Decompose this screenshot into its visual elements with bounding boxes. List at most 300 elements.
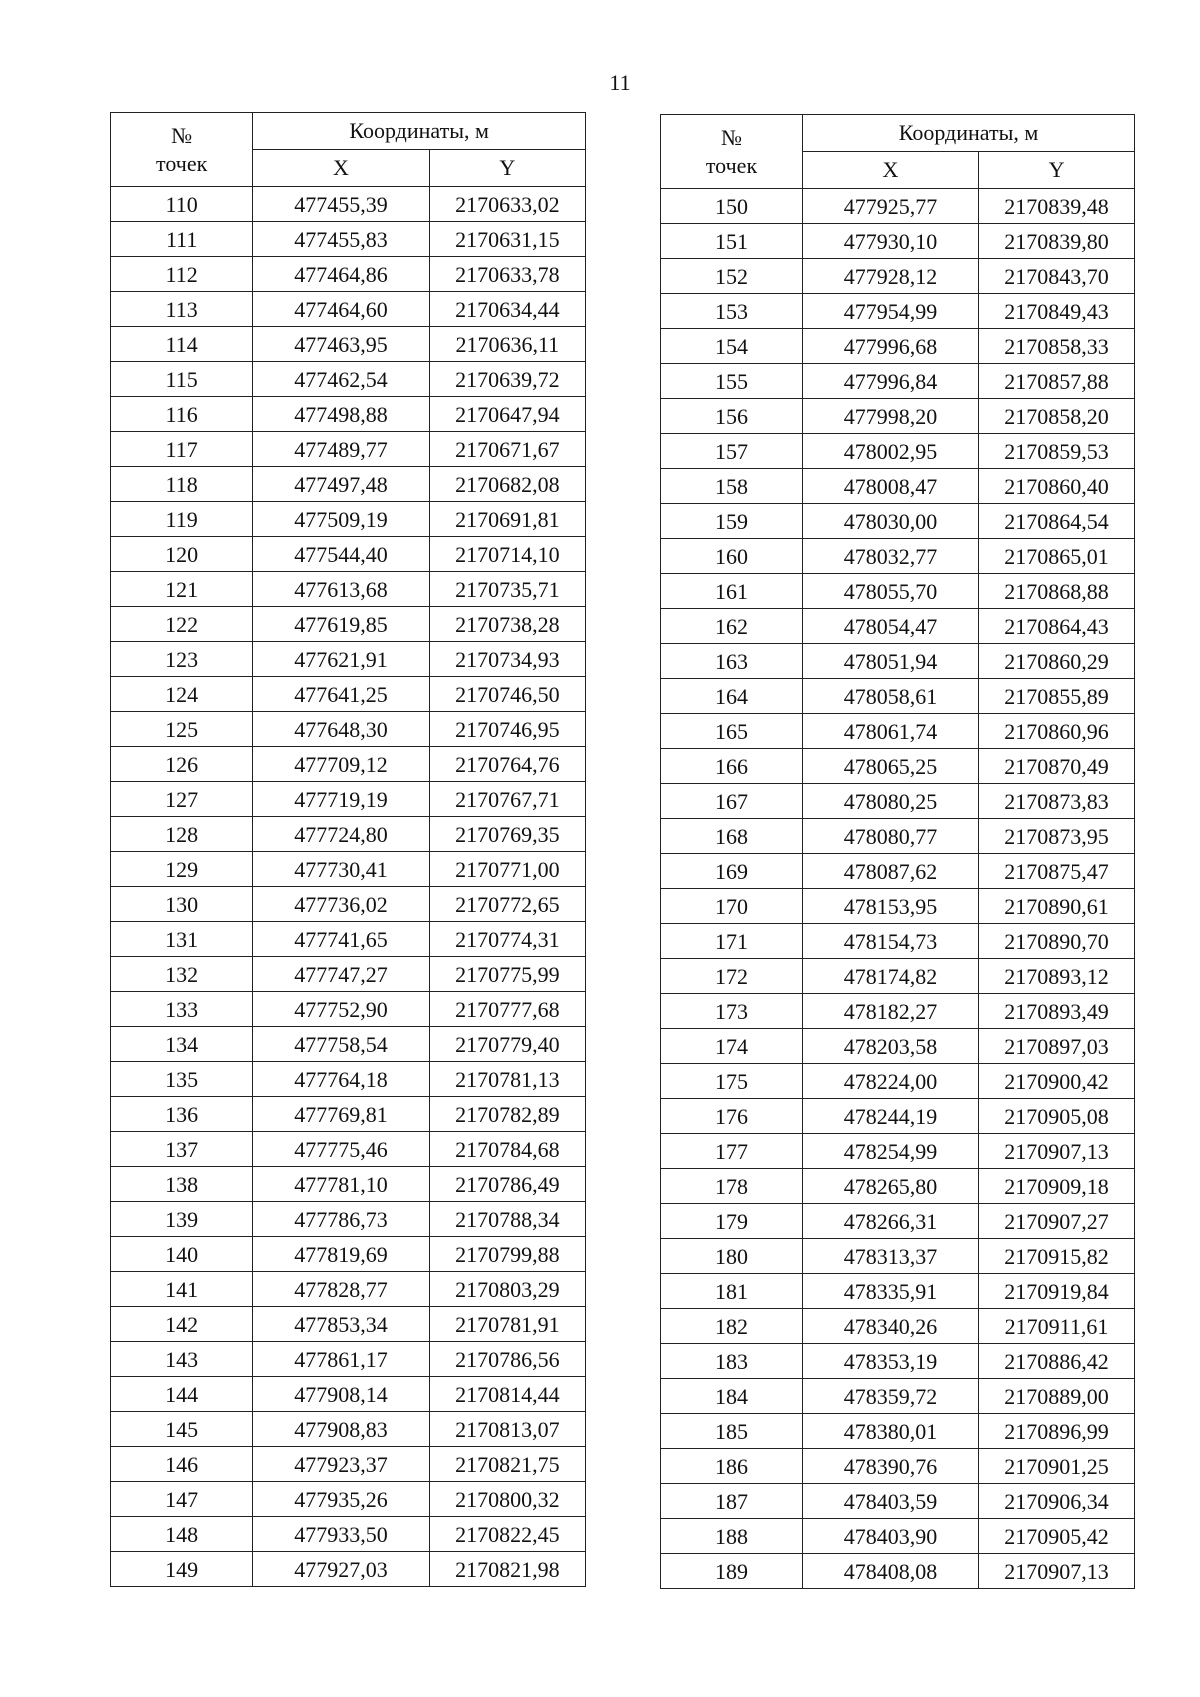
x-coordinate-cell: 478244,19: [803, 1099, 979, 1134]
table-row: [661, 1169, 1135, 1204]
y-coordinate-cell: 2170870,49: [979, 749, 1135, 784]
y-coordinate-cell: 2170803,29: [429, 1272, 585, 1307]
x-coordinate-cell: 478359,72: [803, 1379, 979, 1414]
table-row: [111, 852, 586, 887]
table-row: [111, 992, 586, 1027]
x-coordinate-cell: 478313,37: [803, 1239, 979, 1274]
point-number-cell: 135: [111, 1062, 253, 1097]
x-coordinate-cell: 477930,10: [803, 224, 979, 259]
x-coordinate-cell: 477928,12: [803, 259, 979, 294]
x-coordinate-cell: 478266,31: [803, 1204, 979, 1239]
y-coordinate-cell: 2170814,44: [429, 1377, 585, 1412]
point-number-cell: 120: [111, 537, 253, 572]
table-row: [111, 572, 586, 607]
x-coordinate-cell: 477819,69: [253, 1237, 429, 1272]
y-coordinate-cell: 2170890,61: [979, 889, 1135, 924]
y-coordinate-cell: 2170875,47: [979, 854, 1135, 889]
x-coordinate-cell: 478335,91: [803, 1274, 979, 1309]
x-coordinate-cell: 477786,73: [253, 1202, 429, 1237]
x-coordinate-cell: 478174,82: [803, 959, 979, 994]
table-row: [661, 609, 1135, 644]
y-coordinate-cell: 2170893,49: [979, 994, 1135, 1029]
point-number-cell: 116: [111, 397, 253, 432]
point-number-cell: 166: [661, 749, 803, 784]
x-coordinate-cell: 477613,68: [253, 572, 429, 607]
x-coordinate-cell: 478032,77: [803, 539, 979, 574]
table-row: [111, 1412, 586, 1447]
point-number-cell: 146: [111, 1447, 253, 1482]
table-row: [111, 257, 586, 292]
table-row: [111, 1167, 586, 1202]
points-label: точек: [705, 152, 758, 178]
point-number-cell: 169: [661, 854, 803, 889]
y-coordinate-cell: 2170788,34: [429, 1202, 585, 1237]
point-number-cell: 114: [111, 327, 253, 362]
table-row: [661, 889, 1135, 924]
point-number-cell: 184: [661, 1379, 803, 1414]
point-number-cell: 160: [661, 539, 803, 574]
y-coordinate-cell: 2170911,61: [979, 1309, 1135, 1344]
point-number-cell: 150: [661, 189, 803, 224]
x-coordinate-cell: 477497,48: [253, 467, 429, 502]
y-coordinate-cell: 2170821,75: [429, 1447, 585, 1482]
point-number-cell: 186: [661, 1449, 803, 1484]
table-row: [661, 1134, 1135, 1169]
x-coordinate-cell: 477853,34: [253, 1307, 429, 1342]
table-row: [661, 1449, 1135, 1484]
table-row: [111, 747, 586, 782]
x-coordinate-cell: 477996,68: [803, 329, 979, 364]
table-row: [111, 922, 586, 957]
table-row: [111, 222, 586, 257]
point-number-cell: 180: [661, 1239, 803, 1274]
y-coordinate-cell: 2170746,50: [429, 677, 585, 712]
point-number-header: [661, 115, 803, 189]
point-number-cell: 183: [661, 1344, 803, 1379]
point-number-cell: 149: [111, 1552, 253, 1587]
table-row: [111, 677, 586, 712]
y-coordinate-cell: 2170784,68: [429, 1132, 585, 1167]
point-number-cell: 173: [661, 994, 803, 1029]
point-number-cell: 176: [661, 1099, 803, 1134]
table-row: [111, 1447, 586, 1482]
point-number-cell: 164: [661, 679, 803, 714]
table-row: [111, 607, 586, 642]
table-row: [111, 432, 586, 467]
y-coordinate-cell: 2170890,70: [979, 924, 1135, 959]
x-coordinate-cell: 477641,25: [253, 677, 429, 712]
point-number-cell: 140: [111, 1237, 253, 1272]
y-coordinate-cell: 2170631,15: [429, 222, 585, 257]
table-row: [111, 292, 586, 327]
point-number-cell: 154: [661, 329, 803, 364]
y-coordinate-cell: 2170860,29: [979, 644, 1135, 679]
point-number-cell: 145: [111, 1412, 253, 1447]
table-row: [661, 1414, 1135, 1449]
x-coordinate-cell: 477462,54: [253, 362, 429, 397]
point-number-cell: 129: [111, 852, 253, 887]
table-row: [661, 399, 1135, 434]
table-row: [661, 504, 1135, 539]
table-row: [111, 1552, 586, 1587]
y-header: Y: [429, 150, 585, 187]
x-coordinate-cell: 477828,77: [253, 1272, 429, 1307]
y-coordinate-cell: 2170860,96: [979, 714, 1135, 749]
number-sign: №: [721, 124, 742, 150]
x-coordinate-cell: 477775,46: [253, 1132, 429, 1167]
point-number-cell: 122: [111, 607, 253, 642]
x-coordinate-cell: 477927,03: [253, 1552, 429, 1587]
y-coordinate-cell: 2170849,43: [979, 294, 1135, 329]
table-row: [111, 782, 586, 817]
y-coordinate-cell: 2170734,93: [429, 642, 585, 677]
x-coordinate-cell: 478203,58: [803, 1029, 979, 1064]
point-number-cell: 125: [111, 712, 253, 747]
table-row: [661, 1344, 1135, 1379]
point-number-cell: 181: [661, 1274, 803, 1309]
point-number-cell: 163: [661, 644, 803, 679]
x-coordinate-cell: 477736,02: [253, 887, 429, 922]
x-coordinate-cell: 478054,47: [803, 609, 979, 644]
table-row: [661, 1484, 1135, 1519]
x-coordinate-cell: 478030,00: [803, 504, 979, 539]
x-coordinate-cell: 477455,39: [253, 187, 429, 222]
table-row: [111, 1097, 586, 1132]
table-row: [111, 957, 586, 992]
point-number-cell: 131: [111, 922, 253, 957]
y-coordinate-cell: 2170647,94: [429, 397, 585, 432]
table-row: [661, 539, 1135, 574]
table-row: [661, 434, 1135, 469]
y-coordinate-cell: 2170873,83: [979, 784, 1135, 819]
table-row: [111, 1202, 586, 1237]
table-row: [111, 642, 586, 677]
y-coordinate-cell: 2170873,95: [979, 819, 1135, 854]
points-label: точек: [156, 150, 208, 176]
point-number-cell: 158: [661, 469, 803, 504]
y-coordinate-cell: 2170633,78: [429, 257, 585, 292]
point-number-cell: 144: [111, 1377, 253, 1412]
x-coordinate-cell: 478153,95: [803, 889, 979, 924]
point-number-cell: 128: [111, 817, 253, 852]
point-number-cell: 130: [111, 887, 253, 922]
y-coordinate-cell: 2170634,44: [429, 292, 585, 327]
y-coordinate-cell: 2170905,08: [979, 1099, 1135, 1134]
y-coordinate-cell: 2170786,56: [429, 1342, 585, 1377]
table-row: [111, 187, 586, 222]
y-coordinate-cell: 2170769,35: [429, 817, 585, 852]
table-header: [111, 113, 586, 187]
x-coordinate-cell: 477764,18: [253, 1062, 429, 1097]
point-number-cell: 152: [661, 259, 803, 294]
table-row: [661, 924, 1135, 959]
point-number-cell: 185: [661, 1414, 803, 1449]
x-coordinate-cell: 477464,60: [253, 292, 429, 327]
y-coordinate-cell: 2170781,13: [429, 1062, 585, 1097]
y-coordinate-cell: 2170901,25: [979, 1449, 1135, 1484]
table-row: [111, 467, 586, 502]
x-coordinate-cell: 478055,70: [803, 574, 979, 609]
point-number-cell: 117: [111, 432, 253, 467]
x-coordinate-cell: 477709,12: [253, 747, 429, 782]
point-number-cell: 141: [111, 1272, 253, 1307]
table-row: [661, 329, 1135, 364]
y-coordinate-cell: 2170919,84: [979, 1274, 1135, 1309]
table-row: [111, 1237, 586, 1272]
x-coordinate-cell: 477730,41: [253, 852, 429, 887]
y-coordinate-cell: 2170905,42: [979, 1519, 1135, 1554]
point-number-cell: 143: [111, 1342, 253, 1377]
x-coordinate-cell: 477463,95: [253, 327, 429, 362]
point-number-cell: 119: [111, 502, 253, 537]
y-coordinate-cell: 2170907,27: [979, 1204, 1135, 1239]
y-coordinate-cell: 2170777,68: [429, 992, 585, 1027]
table-row: [111, 537, 586, 572]
x-coordinate-cell: 478154,73: [803, 924, 979, 959]
y-coordinate-cell: 2170799,88: [429, 1237, 585, 1272]
x-coordinate-cell: 477619,85: [253, 607, 429, 642]
y-coordinate-cell: 2170915,82: [979, 1239, 1135, 1274]
x-coordinate-cell: 477724,80: [253, 817, 429, 852]
point-number-cell: 178: [661, 1169, 803, 1204]
point-number-cell: 126: [111, 747, 253, 782]
point-number-cell: 111: [111, 222, 253, 257]
point-number-cell: 188: [661, 1519, 803, 1554]
point-number-cell: 167: [661, 784, 803, 819]
point-number-cell: 136: [111, 1097, 253, 1132]
point-number-cell: 121: [111, 572, 253, 607]
coordinates-header: Координаты, м: [253, 113, 586, 150]
table-row: [661, 819, 1135, 854]
point-number-cell: 179: [661, 1204, 803, 1239]
y-coordinate-cell: 2170682,08: [429, 467, 585, 502]
table-row: [111, 502, 586, 537]
x-coordinate-cell: 477758,54: [253, 1027, 429, 1062]
y-coordinate-cell: 2170865,01: [979, 539, 1135, 574]
x-coordinate-cell: 477908,14: [253, 1377, 429, 1412]
y-coordinate-cell: 2170893,12: [979, 959, 1135, 994]
x-coordinate-cell: 478403,90: [803, 1519, 979, 1554]
x-coordinate-cell: 478087,62: [803, 854, 979, 889]
table-row: [661, 1239, 1135, 1274]
table-row: [661, 679, 1135, 714]
x-coordinate-cell: 478380,01: [803, 1414, 979, 1449]
y-coordinate-cell: 2170855,89: [979, 679, 1135, 714]
x-coordinate-cell: 478340,26: [803, 1309, 979, 1344]
table-row: [111, 1517, 586, 1552]
y-coordinate-cell: 2170900,42: [979, 1064, 1135, 1099]
y-coordinate-cell: 2170735,71: [429, 572, 585, 607]
table-row: [111, 1062, 586, 1097]
coordinates-table-right: [660, 114, 1135, 1589]
y-coordinate-cell: 2170633,02: [429, 187, 585, 222]
x-coordinate-cell: 478061,74: [803, 714, 979, 749]
x-coordinate-cell: 477752,90: [253, 992, 429, 1027]
y-coordinate-cell: 2170860,40: [979, 469, 1135, 504]
point-number-cell: 182: [661, 1309, 803, 1344]
x-coordinate-cell: 477933,50: [253, 1517, 429, 1552]
point-number-cell: 112: [111, 257, 253, 292]
y-coordinate-cell: 2170889,00: [979, 1379, 1135, 1414]
table-row: [661, 224, 1135, 259]
y-coordinate-cell: 2170859,53: [979, 434, 1135, 469]
x-coordinate-cell: 477544,40: [253, 537, 429, 572]
y-coordinate-cell: 2170896,99: [979, 1414, 1135, 1449]
table-row: [661, 959, 1135, 994]
point-number-cell: 147: [111, 1482, 253, 1517]
table-row: [661, 1099, 1135, 1134]
table-row: [661, 714, 1135, 749]
x-coordinate-cell: 478051,94: [803, 644, 979, 679]
point-number-cell: 175: [661, 1064, 803, 1099]
table-row: [661, 364, 1135, 399]
table-row: [661, 294, 1135, 329]
x-coordinate-cell: 478002,95: [803, 434, 979, 469]
y-coordinate-cell: 2170907,13: [979, 1134, 1135, 1169]
table-row: [661, 1064, 1135, 1099]
table-row: [661, 1519, 1135, 1554]
y-coordinate-cell: 2170738,28: [429, 607, 585, 642]
x-coordinate-cell: 477908,83: [253, 1412, 429, 1447]
y-coordinate-cell: 2170781,91: [429, 1307, 585, 1342]
y-coordinate-cell: 2170800,32: [429, 1482, 585, 1517]
point-number-cell: 118: [111, 467, 253, 502]
table-row: [111, 817, 586, 852]
table-row: [661, 1274, 1135, 1309]
table-row: [661, 1554, 1135, 1589]
x-coordinate-cell: 477998,20: [803, 399, 979, 434]
table-row: [661, 994, 1135, 1029]
point-number-cell: 151: [661, 224, 803, 259]
x-coordinate-cell: 478065,25: [803, 749, 979, 784]
y-coordinate-cell: 2170897,03: [979, 1029, 1135, 1064]
table-row: [661, 259, 1135, 294]
point-number-cell: 110: [111, 187, 253, 222]
y-coordinate-cell: 2170864,54: [979, 504, 1135, 539]
table-row: [111, 397, 586, 432]
table-header: [661, 115, 1135, 189]
point-number-cell: 187: [661, 1484, 803, 1519]
table-row: [111, 712, 586, 747]
table-row: [661, 1309, 1135, 1344]
table-row: [661, 1204, 1135, 1239]
y-coordinate-cell: 2170782,89: [429, 1097, 585, 1132]
x-coordinate-cell: 478224,00: [803, 1064, 979, 1099]
x-coordinate-cell: 477861,17: [253, 1342, 429, 1377]
table-row: [111, 1482, 586, 1517]
point-number-cell: 156: [661, 399, 803, 434]
y-coordinate-cell: 2170839,80: [979, 224, 1135, 259]
y-coordinate-cell: 2170786,49: [429, 1167, 585, 1202]
point-number-cell: 153: [661, 294, 803, 329]
point-number-cell: 168: [661, 819, 803, 854]
y-coordinate-cell: 2170839,48: [979, 189, 1135, 224]
y-header: Y: [979, 152, 1135, 189]
y-coordinate-cell: 2170886,42: [979, 1344, 1135, 1379]
y-coordinate-cell: 2170868,88: [979, 574, 1135, 609]
table-row: [111, 1027, 586, 1062]
coordinates-table-left: [110, 112, 586, 1587]
y-coordinate-cell: 2170767,71: [429, 782, 585, 817]
y-coordinate-cell: 2170746,95: [429, 712, 585, 747]
page-number: 11: [609, 70, 631, 95]
table-row: [661, 574, 1135, 609]
y-coordinate-cell: 2170771,00: [429, 852, 585, 887]
table-row: [111, 1342, 586, 1377]
y-coordinate-cell: 2170764,76: [429, 747, 585, 782]
x-coordinate-cell: 478058,61: [803, 679, 979, 714]
x-coordinate-cell: 477996,84: [803, 364, 979, 399]
x-coordinate-cell: 478080,77: [803, 819, 979, 854]
y-coordinate-cell: 2170671,67: [429, 432, 585, 467]
x-coordinate-cell: 478403,59: [803, 1484, 979, 1519]
point-number-cell: 134: [111, 1027, 253, 1062]
y-coordinate-cell: 2170909,18: [979, 1169, 1135, 1204]
table-row: [111, 1272, 586, 1307]
y-coordinate-cell: 2170779,40: [429, 1027, 585, 1062]
point-number-cell: 138: [111, 1167, 253, 1202]
x-coordinate-cell: 477781,10: [253, 1167, 429, 1202]
point-number-cell: 137: [111, 1132, 253, 1167]
x-coordinate-cell: 478265,80: [803, 1169, 979, 1204]
x-coordinate-cell: 478353,19: [803, 1344, 979, 1379]
x-coordinate-cell: 477923,37: [253, 1447, 429, 1482]
table-row: [661, 1379, 1135, 1414]
x-coordinate-cell: 478254,99: [803, 1134, 979, 1169]
y-coordinate-cell: 2170774,31: [429, 922, 585, 957]
x-coordinate-cell: 477747,27: [253, 957, 429, 992]
y-coordinate-cell: 2170906,34: [979, 1484, 1135, 1519]
y-coordinate-cell: 2170772,65: [429, 887, 585, 922]
x-coordinate-cell: 477925,77: [803, 189, 979, 224]
point-number-cell: 148: [111, 1517, 253, 1552]
point-number-cell: 142: [111, 1307, 253, 1342]
x-coordinate-cell: 477455,83: [253, 222, 429, 257]
x-coordinate-cell: 478182,27: [803, 994, 979, 1029]
x-coordinate-cell: 477769,81: [253, 1097, 429, 1132]
point-number-cell: 171: [661, 924, 803, 959]
x-coordinate-cell: 478080,25: [803, 784, 979, 819]
y-coordinate-cell: 2170639,72: [429, 362, 585, 397]
point-number-header: [111, 113, 253, 187]
number-sign: №: [171, 122, 193, 148]
point-number-cell: 113: [111, 292, 253, 327]
x-coordinate-cell: 477935,26: [253, 1482, 429, 1517]
table-row: [111, 887, 586, 922]
x-header: X: [253, 150, 429, 187]
point-number-cell: 165: [661, 714, 803, 749]
x-coordinate-cell: 477498,88: [253, 397, 429, 432]
table-row: [661, 189, 1135, 224]
y-coordinate-cell: 2170858,20: [979, 399, 1135, 434]
table-row: [111, 1307, 586, 1342]
y-coordinate-cell: 2170907,13: [979, 1554, 1135, 1589]
point-number-cell: 170: [661, 889, 803, 924]
table-row: [111, 362, 586, 397]
y-coordinate-cell: 2170822,45: [429, 1517, 585, 1552]
y-coordinate-cell: 2170714,10: [429, 537, 585, 572]
x-coordinate-cell: 478390,76: [803, 1449, 979, 1484]
table-row: [661, 854, 1135, 889]
x-coordinate-cell: 477648,30: [253, 712, 429, 747]
y-coordinate-cell: 2170857,88: [979, 364, 1135, 399]
point-number-cell: 159: [661, 504, 803, 539]
table-row: [661, 749, 1135, 784]
x-coordinate-cell: 477621,91: [253, 642, 429, 677]
table-row: [111, 1132, 586, 1167]
y-coordinate-cell: 2170813,07: [429, 1412, 585, 1447]
y-coordinate-cell: 2170864,43: [979, 609, 1135, 644]
